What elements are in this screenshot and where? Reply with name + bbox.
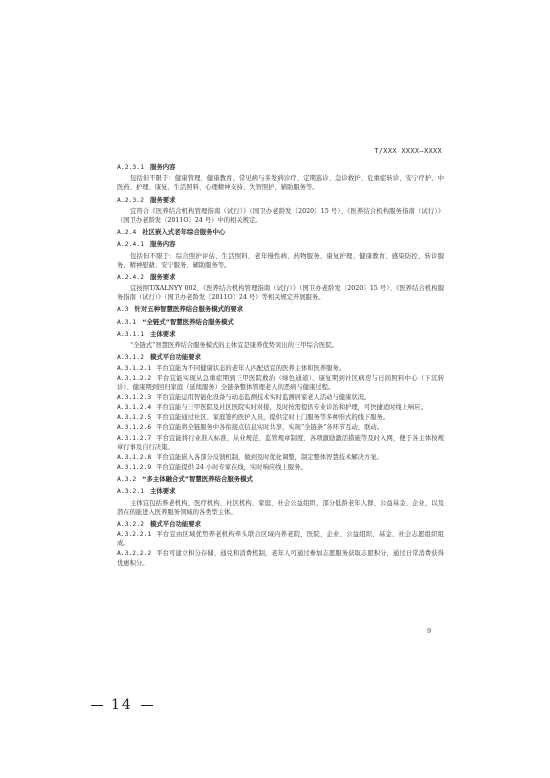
heading-number: A.3.1.2 — [117, 353, 144, 362]
paragraph: 宜符合《医养结合机构管理指南（试行）》（国卫办老龄发〔2020〕15 号）、《医养结合机构服务指南（试行）》（国卫办老龄发〔2011O〕24 号）中的相关规定。 — [117, 207, 444, 224]
heading-number: A.2.3.2 — [117, 195, 144, 204]
clause-text: 平台宜能运用智能化设备与动态监测技术实时监测居家老人活动与健康状况。 — [156, 394, 371, 402]
heading-number: A.3.2.1 — [117, 487, 144, 496]
heading-number: A.2.4 — [117, 228, 137, 237]
heading-title: 服务内容 — [149, 163, 176, 171]
clause-item — [117, 423, 444, 432]
section-heading — [117, 520, 444, 529]
heading-title: 服务要求 — [149, 195, 176, 204]
section-heading — [117, 228, 444, 237]
clause-number: A.3.1.2.6 — [117, 424, 152, 432]
clause-number: A.3.1.2.3 — [117, 394, 152, 402]
section-heading — [117, 240, 444, 249]
heading-title: “多主体融合式”智慧医养结合服务模式 — [142, 475, 253, 484]
heading-title: 模式平台功能要求 — [149, 519, 202, 528]
section-heading — [117, 487, 444, 496]
clause-number: A.3.1.2.5 — [117, 414, 152, 422]
folio-dash-right — [141, 705, 153, 706]
heading-number: A.3.2.2 — [117, 519, 144, 528]
heading-title: 模式平台功能要求 — [149, 353, 202, 362]
clause-item — [117, 549, 444, 567]
clause-number: A.3.1.2.2 — [117, 374, 152, 382]
clause-number: A.3.2.2.1 — [117, 531, 152, 539]
heading-number: A.3.1 — [117, 317, 137, 326]
clause-text: 平台宜能将行业准入标准、从业规范、监管规章制度、各项激励激活措施等及时入网，便于各主体按规章行事及自行决策。 — [117, 434, 444, 451]
heading-title: 主体要求 — [149, 487, 176, 496]
clause-number: A.3.1.2.4 — [117, 404, 152, 412]
clause-item — [117, 434, 444, 452]
clause-number: A.3.2.2.2 — [117, 550, 152, 558]
clause-text: 平台宜由区域优势养老机构牵头联合区域内养老院、医院、企业、公益组织、基金、社会志愿组织组成。 — [117, 531, 444, 548]
clause-text: 平台宜能将全链服务中各衔接点信息实时共享，实现“全链条”各环节互动、联动。 — [156, 424, 383, 432]
standard-code: T/XXX XXXX—XXXX — [374, 147, 442, 155]
heading-title: 服务要求 — [149, 272, 176, 281]
folio — [83, 697, 161, 713]
clause-item — [117, 374, 444, 392]
paragraph: “全链式”智慧医养结合服务模式的主体宜是康养优势突出的三甲综合医院。 — [130, 342, 338, 350]
folio-dash-left — [91, 705, 103, 706]
clause-text: 平台宜能为不同健康状态的老年人匹配适宜的医养主体和医养服务。 — [156, 364, 346, 372]
heading-title: 社区嵌入式老年综合服务中心 — [142, 228, 226, 237]
heading-number: A.3 — [117, 305, 129, 314]
section-heading — [117, 305, 444, 314]
paragraph: 包括但不限于：健康管理、健康教育、常见病与多发病诊疗、定期巡诊、急诊救护、危重症转诊、安宁疗护、中医药、护理、康复、生活照料、心理精神支持、失智照护、辅助服务等。 — [117, 175, 444, 192]
heading-title: “全链式”智慧医养结合服务模式 — [142, 317, 234, 326]
paragraph: 包括但不限于：综合照护评估、生活照料、老年慢性病、药物服务、康复护理、健康教育、感染防控、转诊服务、精神慰藉、安宁服务、辅助服务等。 — [117, 252, 444, 269]
clause-number: A.3.1.2.8 — [117, 453, 152, 461]
clause-item — [117, 453, 444, 462]
clause-item — [117, 530, 444, 548]
section-heading — [117, 196, 444, 205]
clause-item — [117, 413, 444, 422]
section-heading — [117, 330, 444, 339]
heading-number: A.3.1.1 — [117, 329, 144, 338]
paragraph: 主体宜包括养老机构、医疗机构、社区机构、家庭、社会公益组织、部分低龄老年人群、公益基金、企业、以及潜在的能进入医养服务领域的各类型主体。 — [117, 499, 444, 516]
heading-title: 主体要求 — [149, 329, 176, 338]
heading-number: A.3.2 — [117, 475, 137, 484]
heading-title: 服务内容 — [149, 240, 176, 249]
heading-number: A.2.4.1 — [117, 240, 144, 249]
clause-number: A.3.1.2.7 — [117, 434, 152, 442]
clause-item — [117, 364, 444, 373]
heading-number: A.2.4.2 — [117, 272, 144, 281]
section-heading — [117, 318, 444, 327]
paragraph: 宜按照T/XALNYY 002、《医养结合机构管理指南（试行）》（国卫办老龄发〔2020〕15 号）、《医养结合机构服务指南（试行）》（国卫办老龄发〔2011O〕24 号）等相关规定开展服务。 — [117, 285, 444, 302]
clause-text: 平台宜能通过社区、家庭签约医护人员，提供定时上门服务等多种形式的线下服务。 — [156, 414, 390, 422]
clause-item — [117, 393, 444, 402]
section-heading — [117, 273, 444, 282]
clause-text: 平台可建立积分存储、通兑和消费机制，老年人可通过参加志愿服务获取志愿积分，通过日常消费获得优惠积分。 — [117, 550, 444, 567]
document-body — [117, 160, 444, 568]
clause-text: 平台宜能实现从急重症期到三甲医院救治（绿色通道）、康复期到社区病房与日间照料中心（下沉转诊）、健康期到回归家庭（延续服务）全链条整体管理老人的恶病与健康过程。 — [117, 374, 444, 391]
clause-text: 平台宜能嵌入各部分反馈机制，做到及时优化调整，制定整体智慧技术解决方案。 — [156, 453, 383, 461]
clause-item — [117, 403, 444, 412]
page-number: 9 — [427, 627, 432, 635]
folio-number: 14 — [111, 697, 133, 713]
section-heading — [117, 475, 444, 484]
clause-item — [117, 463, 444, 472]
clause-text: 平台宜能提供 24 小时专家在线，实时响应线上服务。 — [156, 463, 307, 471]
heading-title: 针对五种智慧医养结合服务模式的要求 — [134, 305, 244, 314]
clause-number: A.3.1.2.1 — [117, 364, 152, 372]
clause-text: 平台宜能与三甲医院及社区医院实时对接，及时按需提供专业诊治和护理，可快捷适时线上响应。 — [156, 404, 427, 412]
section-heading — [117, 163, 444, 172]
clause-number: A.3.1.2.9 — [117, 463, 152, 471]
heading-number: A.2.3.1 — [117, 163, 144, 171]
section-heading — [117, 353, 444, 362]
